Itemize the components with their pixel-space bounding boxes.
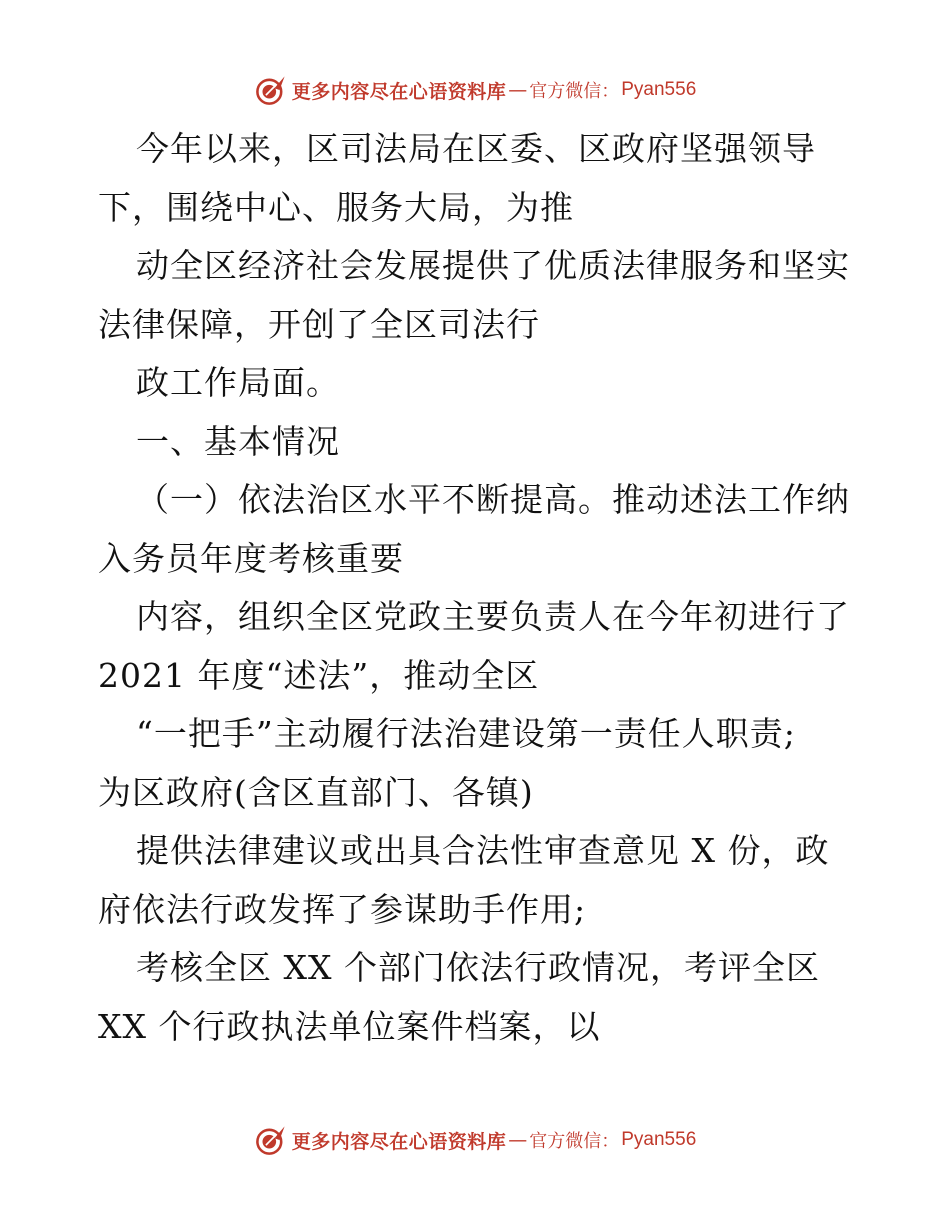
quill-logo-icon <box>254 1123 288 1157</box>
banner-wechat-label: 官方微信： <box>529 1131 620 1152</box>
banner-separator: — <box>508 1129 528 1151</box>
body-line: 考核全区 XX 个部门依法行政情况，考评全区 <box>136 948 820 987</box>
banner-brand-text: 更多内容尽在心语资料库 <box>291 80 507 103</box>
section-heading: 一、基本情况 <box>136 421 340 461</box>
body-line: 2021 年度“述法”，推动全区 <box>98 655 540 695</box>
body-line: 下，围绕中心、服务大局，为推 <box>98 187 574 227</box>
body-line: 府依法行政发挥了参谋助手作用; <box>98 889 587 929</box>
banner-wechat-id: Pyan556 <box>621 1129 697 1150</box>
header-banner <box>0 70 950 110</box>
body-line: （一）依法治区水平不断提高。推动述法工作纳 <box>136 480 850 519</box>
body-line: 入务员年度考核重要 <box>98 538 404 578</box>
banner-brand-text: 更多内容尽在心语资料库 <box>291 1130 507 1153</box>
body-line: XX 个行政执法单位案件档案，以 <box>98 1006 601 1046</box>
banner-separator: — <box>508 79 528 101</box>
quill-logo-icon <box>254 73 288 107</box>
body-line: 政工作局面。 <box>136 363 340 402</box>
body-line: 动全区经济社会发展提供了优质法律服务和坚实 <box>136 246 850 285</box>
body-line: “一把手”主动履行法治建设第一责任人职责; <box>136 714 796 753</box>
banner-wechat-id: Pyan556 <box>621 79 697 100</box>
body-line: 内容，组织全区党政主要负责人在今年初进行了 <box>136 597 850 636</box>
body-line: 法律保障，开创了全区司法行 <box>98 304 540 344</box>
document-body <box>98 120 858 1056</box>
body-line: 提供法律建议或出具合法性审查意见 X 份，政 <box>136 831 830 870</box>
banner-wechat-label: 官方微信： <box>529 81 620 102</box>
body-line: 为区政府(含区直部门、各镇) <box>98 772 534 812</box>
body-line: 今年以来，区司法局在区委、区政府坚强领导 <box>136 129 816 168</box>
footer-banner <box>0 1120 950 1160</box>
